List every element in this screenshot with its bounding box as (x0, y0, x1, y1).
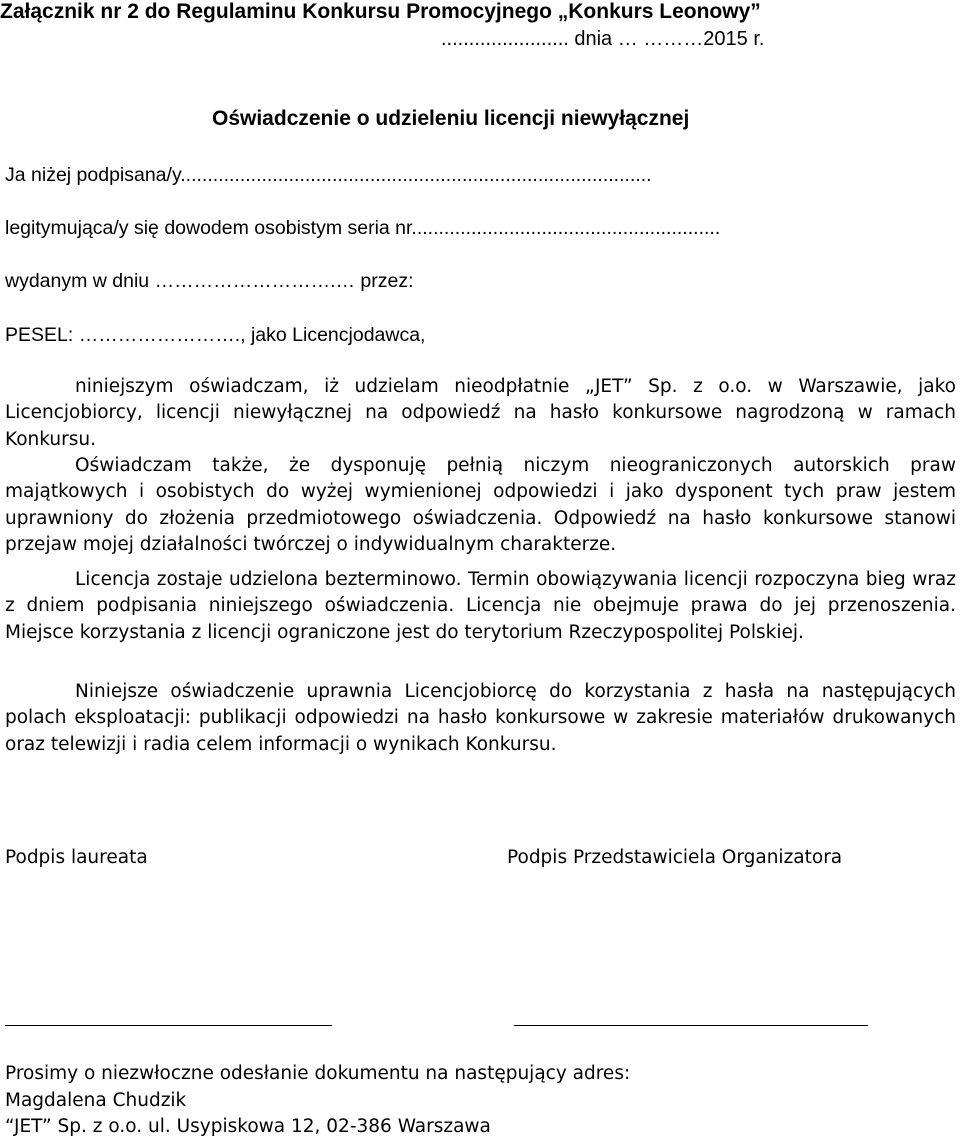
usage-fields-paragraph: Niniejsze oświadczenie uprawnia Licencjobiorcę do korzystania z hasła na następujących polach eksploatacji: publikacji odpowiedzi na hasło konkursowe w zakresie materiałów drukowanych oraz telewizji i radia celem informacji o wynikach Konkursu. (5, 681, 956, 755)
name-field: Ja niżej podpisana/y....................................................................................... (5, 164, 652, 186)
issue-date-field: wydanym w dniu ……………………….… przez: (5, 270, 414, 292)
pesel-field: PESEL: ……………………., jako Licencjodawca, (5, 324, 426, 346)
recipient-name: Magdalena Chudzik (5, 1090, 187, 1111)
organizer-signature-label: Podpis Przedstawiciela Organizatora (507, 847, 843, 868)
document-title: Załącznik nr 2 do Regulaminu Konkursu Promocyjnego „Konkurs Leonowy” (0, 0, 761, 23)
laureate-signature-line (5, 1025, 332, 1026)
id-document-field: legitymująca/y się dowodem osobistym seria nr......................................................... (5, 217, 721, 239)
statement-heading: Oświadczenie o udzieleniu licencji niewyłącznej (212, 107, 690, 130)
declaration-paragraph: niniejszym oświadczam, iż udzielam nieodpłatnie „JET” Sp. z o.o. w Warszawie, jako Licencjobiorcy, licencji niewyłącznej na odpowiedź na hasło konkursowe nagrodzoną w ramach Konkursu. (5, 376, 956, 450)
license-terms-paragraph: Licencja zostaje udzielona bezterminowo. Termin obowiązywania licencji rozpoczyna bieg wraz z dniem podpisania niniejszego oświadczenia. Licencja nie obejmuje prawa do jej przenoszenia. Miejsce korzystania z licencji ograniczone jest do terytorium Rzeczypospolitej Polskiej. (5, 569, 956, 643)
organizer-signature-line (514, 1025, 868, 1026)
rights-paragraph: Oświadczam także, że dysponuję pełnią niczym nieograniczonych autorskich praw majątkowych i osobistych do wyżej wymienionej odpowiedzi i jako dysponent tych praw jestem uprawniony do złożenia przedmiotowego oświadczenia. Odpowiedź na hasło konkursowe stanowi przejaw mojej działalności twórczej o indywidualnym charakterze. (5, 455, 956, 555)
mailing-request: Prosimy o niezwłoczne odesłanie dokumentu na następujący adres: (5, 1063, 631, 1084)
laureate-signature-label: Podpis laureata (5, 847, 148, 868)
date-line: ....................... dnia … ………2015 r. (441, 28, 765, 50)
recipient-address: “JET” Sp. z o.o. ul. Usypiskowa 12, 02-386 Warszawa (5, 1116, 491, 1137)
